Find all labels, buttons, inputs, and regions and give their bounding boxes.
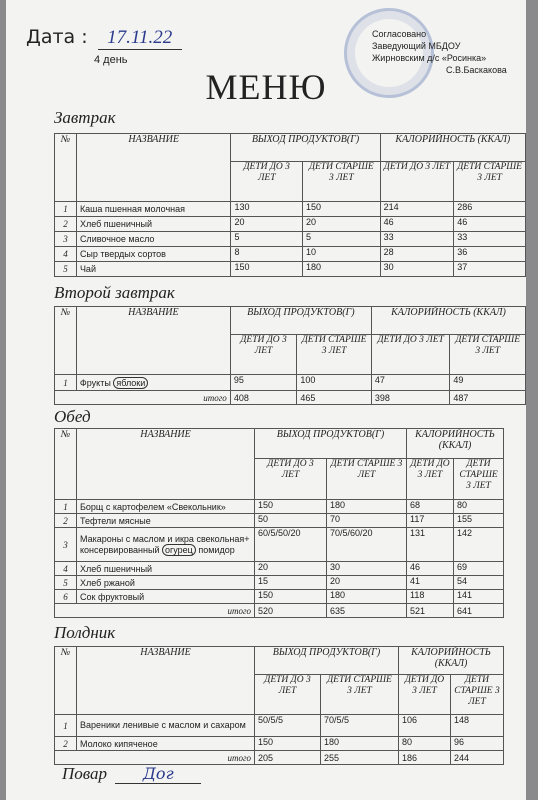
- value-out-u3: 20: [255, 562, 327, 576]
- value-out-u3: 60/5/50/20: [255, 528, 327, 562]
- value-out-o3: 180: [321, 737, 399, 751]
- cook-signature: Дог: [115, 764, 201, 784]
- table-row: [55, 217, 526, 232]
- dish-name-text: Хлеб пшеничный: [80, 563, 153, 574]
- menu-table-2: [54, 428, 504, 618]
- value-cal-u3: 80: [399, 737, 451, 751]
- value-out-o3: 20: [327, 576, 407, 590]
- menu-page: [6, 0, 526, 800]
- total-cal-u3: 521: [407, 604, 454, 618]
- cook-label: Повар: [62, 764, 108, 783]
- value-cal-u3: 214: [380, 202, 454, 217]
- col-over3-header: ДЕТИ СТАРШЕ 3 ЛЕТ: [454, 162, 526, 202]
- header-row: [55, 134, 526, 162]
- dish-name: [77, 514, 255, 528]
- col-calories-header: КАЛОРИЙНОСТЬ (ККАЛ): [371, 307, 525, 335]
- col-over3-header: ДЕТИ СТАРШЕ 3 ЛЕТ: [327, 459, 407, 500]
- row-number: 5: [55, 262, 77, 277]
- dish-name: [77, 715, 255, 737]
- page-title: МЕНЮ: [205, 67, 327, 107]
- total-row: [55, 751, 504, 765]
- col-calories-header: КАЛОРИЙНОСТЬ (ККАЛ): [380, 134, 525, 162]
- dish-name: [77, 737, 255, 751]
- col-over3-header: ДЕТИ СТАРШЕ 3 ЛЕТ: [303, 162, 381, 202]
- col-output-header: ВЫХОД ПРОДУКТОВ(Г): [255, 429, 407, 459]
- value-out-u3: 20: [231, 217, 303, 232]
- header-row: [55, 647, 504, 675]
- value-out-u3: 50/5/5: [255, 715, 321, 737]
- value-cal-o3: 37: [454, 262, 526, 277]
- dish-name: [76, 232, 231, 247]
- col-under3-header: ДЕТИ ДО 3 ЛЕТ: [231, 162, 303, 202]
- menu-table-0: [54, 133, 526, 277]
- date-value: 17.11.22: [98, 27, 182, 50]
- col-num-header: №: [55, 134, 77, 202]
- cook-line: [62, 764, 201, 784]
- dish-name-text: Фрукты: [79, 377, 111, 388]
- section-title: Обед: [54, 407, 91, 426]
- col-under3-header: ДЕТИ ДО 3 ЛЕТ: [380, 162, 454, 202]
- dish-name-text: Сыр твердых сортов: [79, 249, 166, 259]
- value-cal-o3: 148: [451, 715, 504, 737]
- value-cal-u3: 30: [380, 262, 454, 277]
- col-num-header: №: [55, 429, 77, 500]
- table-row: [55, 737, 504, 751]
- col-under3-header: ДЕТИ ДО 3 ЛЕТ: [230, 335, 297, 375]
- value-cal-o3: 142: [454, 528, 504, 562]
- row-number: 1: [55, 375, 77, 391]
- value-out-o3: 180: [327, 500, 407, 514]
- value-out-u3: 50: [255, 514, 327, 528]
- dish-name: [76, 202, 231, 217]
- value-cal-u3: 41: [407, 576, 454, 590]
- dish-name: [76, 217, 231, 232]
- value-cal-o3: 49: [450, 375, 526, 391]
- table-row: [55, 375, 526, 391]
- col-name-header: НАЗВАНИЕ: [77, 647, 255, 715]
- value-cal-o3: 80: [454, 500, 504, 514]
- table-row: [55, 247, 526, 262]
- col-num-header: №: [55, 307, 77, 375]
- dish-name-text: Тефтели мясные: [80, 515, 151, 526]
- dish-name-circled: яблоки: [113, 377, 148, 389]
- value-cal-u3: 118: [407, 590, 454, 604]
- value-cal-o3: 46: [454, 217, 526, 232]
- row-number: 4: [55, 562, 77, 576]
- value-out-o3: 70/5/60/20: [327, 528, 407, 562]
- row-number: 2: [55, 737, 77, 751]
- col-output-header: ВЫХОД ПРОДУКТОВ(Г): [255, 647, 399, 675]
- dish-name: [77, 528, 255, 562]
- dish-name: [77, 590, 255, 604]
- value-out-o3: 100: [297, 375, 372, 391]
- value-cal-u3: 47: [371, 375, 449, 391]
- table-row: [55, 500, 504, 514]
- dish-name-text: Хлеб пшеничный: [79, 219, 153, 229]
- col-under3-header: ДЕТИ ДО 3 ЛЕТ: [399, 675, 451, 715]
- col-calories-header: КАЛОРИЙНОСТЬ (ККАЛ): [407, 429, 504, 459]
- dish-name: [76, 375, 230, 391]
- dish-name-text: Сливочное масло: [79, 234, 155, 244]
- value-cal-o3: 69: [454, 562, 504, 576]
- total-row: [55, 391, 526, 405]
- table-row: [55, 562, 504, 576]
- total-cal-o3: 244: [451, 751, 504, 765]
- total-cal-u3: 398: [371, 391, 449, 405]
- value-out-u3: 8: [231, 247, 303, 262]
- value-out-u3: 150: [255, 590, 327, 604]
- row-number: 1: [55, 715, 77, 737]
- total-row: [55, 604, 504, 618]
- col-name-header: НАЗВАНИЕ: [76, 307, 230, 375]
- dish-name-after: помидор: [195, 544, 235, 555]
- total-cal-u3: 186: [399, 751, 451, 765]
- table-row: [55, 576, 504, 590]
- value-out-u3: 150: [255, 500, 327, 514]
- value-out-o3: 70: [327, 514, 407, 528]
- total-label: итого: [55, 751, 255, 765]
- total-out-o3: 465: [297, 391, 372, 405]
- value-cal-u3: 106: [399, 715, 451, 737]
- col-over3-header: ДЕТИ СТАРШЕ 3 ЛЕТ: [321, 675, 399, 715]
- total-out-o3: 635: [327, 604, 407, 618]
- row-number: 5: [55, 576, 77, 590]
- value-out-o3: 20: [303, 217, 381, 232]
- table-row: [55, 514, 504, 528]
- value-out-o3: 180: [303, 262, 381, 277]
- header-row: [55, 429, 504, 459]
- dish-name-text: Сок фруктовый: [80, 591, 145, 602]
- col-under3-header: ДЕТИ ДО 3 ЛЕТ: [371, 335, 449, 375]
- dish-name-text: Чай: [79, 264, 96, 274]
- dish-name-text: Вареники ленивые с маслом и сахаром: [80, 720, 246, 730]
- value-cal-u3: 131: [407, 528, 454, 562]
- date-label: Дата :: [26, 26, 88, 48]
- table-row: [55, 262, 526, 277]
- col-under3-header: ДЕТИ ДО 3 ЛЕТ: [255, 675, 321, 715]
- col-name-header: НАЗВАНИЕ: [77, 429, 255, 500]
- row-number: 3: [55, 528, 77, 562]
- col-output-header: ВЫХОД ПРОДУКТОВ(Г): [231, 134, 380, 162]
- dish-name: [76, 247, 231, 262]
- value-out-u3: 150: [231, 262, 303, 277]
- approval-line: Заведующий МБДОУ: [372, 41, 461, 51]
- row-number: 2: [55, 217, 77, 232]
- value-out-u3: 95: [230, 375, 297, 391]
- value-out-o3: 10: [303, 247, 381, 262]
- value-out-o3: 5: [303, 232, 381, 247]
- menu-table-3: [54, 646, 504, 765]
- total-label: итого: [55, 604, 255, 618]
- total-out-u3: 408: [230, 391, 297, 405]
- value-out-o3: 180: [327, 590, 407, 604]
- value-cal-u3: 46: [380, 217, 454, 232]
- total-cal-o3: 487: [450, 391, 526, 405]
- col-under3-header: ДЕТИ ДО 3 ЛЕТ: [255, 459, 327, 500]
- date-line: [26, 26, 182, 50]
- section-title: Полдник: [54, 623, 116, 642]
- value-cal-u3: 117: [407, 514, 454, 528]
- value-cal-o3: 36: [454, 247, 526, 262]
- value-cal-o3: 155: [454, 514, 504, 528]
- total-out-u3: 205: [255, 751, 321, 765]
- table-row: [55, 590, 504, 604]
- table-row: [55, 528, 504, 562]
- dish-name: [77, 500, 255, 514]
- dish-name: [77, 562, 255, 576]
- row-number: 4: [55, 247, 77, 262]
- row-number: 1: [55, 202, 77, 217]
- value-out-o3: 30: [327, 562, 407, 576]
- row-number: 2: [55, 514, 77, 528]
- value-out-u3: 15: [255, 576, 327, 590]
- total-cal-o3: 641: [454, 604, 504, 618]
- dish-name: [77, 576, 255, 590]
- dish-name: [76, 262, 231, 277]
- dish-name-text: Молоко кипяченое: [80, 738, 158, 749]
- table-row: [55, 202, 526, 217]
- col-calories-header: КАЛОРИЙНОСТЬ (ККАЛ): [399, 647, 504, 675]
- section-title: Завтрак: [54, 108, 116, 127]
- col-under3-header: ДЕТИ ДО 3 ЛЕТ: [407, 459, 454, 500]
- value-cal-u3: 46: [407, 562, 454, 576]
- approver-name: С.В.Баскакова: [446, 65, 507, 75]
- value-cal-o3: 54: [454, 576, 504, 590]
- total-out-u3: 520: [255, 604, 327, 618]
- row-number: 3: [55, 232, 77, 247]
- value-cal-o3: 286: [454, 202, 526, 217]
- value-out-o3: 150: [303, 202, 381, 217]
- approval-line: Согласовано: [372, 29, 427, 39]
- value-cal-u3: 28: [380, 247, 454, 262]
- col-name-header: НАЗВАНИЕ: [76, 134, 231, 202]
- section-title: Второй завтрак: [54, 283, 175, 302]
- day-number: 4 день: [94, 54, 128, 66]
- value-out-u3: 150: [255, 737, 321, 751]
- value-cal-o3: 96: [451, 737, 504, 751]
- value-cal-o3: 33: [454, 232, 526, 247]
- value-cal-o3: 141: [454, 590, 504, 604]
- dish-name-text: Макароны с маслом и икра свекольная+ консервированный: [80, 533, 250, 555]
- value-out-u3: 130: [231, 202, 303, 217]
- menu-table-1: [54, 306, 526, 405]
- dish-name-circled: огурец: [162, 544, 196, 556]
- dish-name-text: Каша пшенная молочная: [79, 204, 186, 214]
- table-row: [55, 715, 504, 737]
- value-out-o3: 70/5/5: [321, 715, 399, 737]
- header-row: [55, 307, 526, 335]
- value-cal-u3: 68: [407, 500, 454, 514]
- row-number: 6: [55, 590, 77, 604]
- col-over3-header: ДЕТИ СТАРШЕ 3 ЛЕТ: [297, 335, 372, 375]
- col-over3-header: ДЕТИ СТАРШЕ 3 ЛЕТ: [451, 675, 504, 715]
- col-output-header: ВЫХОД ПРОДУКТОВ(Г): [230, 307, 371, 335]
- col-over3-header: ДЕТИ СТАРШЕ 3 ЛЕТ: [450, 335, 526, 375]
- total-label: итого: [55, 391, 231, 405]
- value-out-u3: 5: [231, 232, 303, 247]
- col-over3-header: ДЕТИ СТАРШЕ 3 ЛЕТ: [454, 459, 504, 500]
- value-cal-u3: 33: [380, 232, 454, 247]
- approval-line: Жирновским д/с «Росинка»: [372, 53, 487, 63]
- dish-name-text: Хлеб ржаной: [80, 577, 135, 588]
- dish-name-text: Борщ с картофелем «Свекольник»: [80, 501, 226, 512]
- total-out-o3: 255: [321, 751, 399, 765]
- col-num-header: №: [55, 647, 77, 715]
- row-number: 1: [55, 500, 77, 514]
- table-row: [55, 232, 526, 247]
